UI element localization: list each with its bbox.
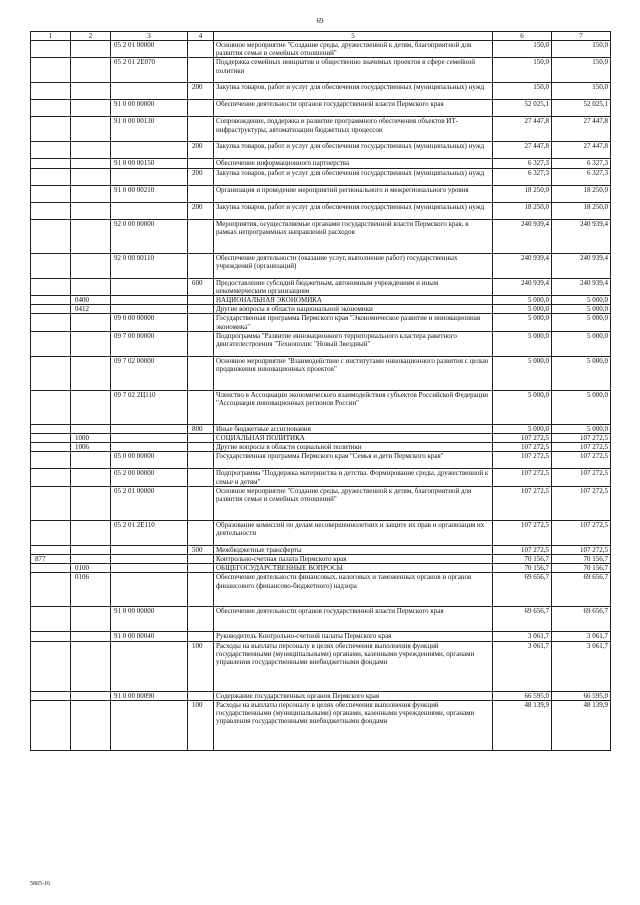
- section-code: [71, 641, 111, 691]
- amount-2018: 18 250,0: [552, 202, 611, 219]
- header-row: [31, 32, 611, 41]
- expense-type: [188, 607, 214, 632]
- amount-2017: 48 139,9: [493, 700, 552, 750]
- expense-type: [188, 443, 214, 452]
- table-row: [31, 278, 611, 295]
- section-code: [71, 469, 111, 486]
- target-article: [111, 296, 188, 305]
- item-name: Основное мероприятие "Взаимодействие с институтами инновационного развития с целью продвижения инновационных проектов": [214, 356, 493, 390]
- dept-code: 877: [31, 555, 71, 564]
- amount-2017: 5 000,0: [493, 296, 552, 305]
- amount-2017: 3 061,7: [493, 632, 552, 641]
- target-article: 05 2 01 00000: [111, 41, 188, 58]
- dept-code: [31, 424, 71, 433]
- section-code: [71, 142, 111, 159]
- section-code: [71, 424, 111, 433]
- header-cell: 3: [111, 32, 188, 41]
- target-article: 09 7 02 2Ц110: [111, 390, 188, 424]
- section-code: 0106: [71, 573, 111, 607]
- item-name: СОЦИАЛЬНАЯ ПОЛИТИКА: [214, 434, 493, 443]
- amount-2017: 5 000,0: [493, 424, 552, 433]
- amount-2018: 107 272,5: [552, 434, 611, 443]
- amount-2018: 107 272,5: [552, 469, 611, 486]
- target-article: [111, 168, 188, 185]
- item-name: НАЦИОНАЛЬНАЯ ЭКОНОМИКА: [214, 296, 493, 305]
- amount-2017: 27 447,8: [493, 142, 552, 159]
- amount-2017: 107 272,5: [493, 434, 552, 443]
- item-name: Закупка товаров, работ и услуг для обеспечения государственных (муниципальных) нужд: [214, 202, 493, 219]
- amount-2017: 107 272,5: [493, 486, 552, 520]
- amount-2018: 107 272,5: [552, 486, 611, 520]
- section-code: [71, 486, 111, 520]
- section-code: [71, 700, 111, 750]
- target-article: [111, 83, 188, 100]
- item-name: Предоставление субсидий бюджетным, автономным учреждениям и иным некоммерческим организациям: [214, 278, 493, 295]
- amount-2018: 3 061,7: [552, 641, 611, 691]
- dept-code: [31, 691, 71, 700]
- section-code: 1000: [71, 434, 111, 443]
- table-row: [31, 641, 611, 691]
- section-code: [71, 331, 111, 356]
- item-name: ОБЩЕГОСУДАРСТВЕННЫЕ ВОПРОСЫ: [214, 564, 493, 573]
- expense-type: [188, 356, 214, 390]
- amount-2018: 150,0: [552, 58, 611, 83]
- table-row: [31, 168, 611, 185]
- amount-2017: 69 656,7: [493, 607, 552, 632]
- table-row: [31, 564, 611, 573]
- dept-code: [31, 443, 71, 452]
- amount-2017: 107 272,5: [493, 443, 552, 452]
- table-row: [31, 253, 611, 278]
- dept-code: [31, 219, 71, 253]
- dept-code: [31, 486, 71, 520]
- item-name: Поддержка семейных инициатив и общественно значимых проектов в сфере семейной политики: [214, 58, 493, 83]
- table-row: [31, 555, 611, 564]
- expense-type: [188, 331, 214, 356]
- amount-2017: 6 327,3: [493, 159, 552, 168]
- dept-code: [31, 331, 71, 356]
- amount-2017: 107 272,5: [493, 545, 552, 554]
- table-row: [31, 159, 611, 168]
- amount-2018: 70 156,7: [552, 564, 611, 573]
- amount-2017: 150,0: [493, 58, 552, 83]
- expense-type: [188, 253, 214, 278]
- amount-2018: 3 061,7: [552, 632, 611, 641]
- expense-type: 200: [188, 168, 214, 185]
- expense-type: [188, 314, 214, 331]
- dept-code: [31, 185, 71, 202]
- expense-type: [188, 390, 214, 424]
- target-article: [111, 424, 188, 433]
- amount-2017: 18 250,0: [493, 202, 552, 219]
- amount-2018: 70 156,7: [552, 555, 611, 564]
- section-code: [71, 314, 111, 331]
- dept-code: [31, 632, 71, 641]
- table-row: [31, 331, 611, 356]
- amount-2017: 5 000,0: [493, 305, 552, 314]
- expense-type: [188, 564, 214, 573]
- amount-2017: 70 156,7: [493, 564, 552, 573]
- target-article: [111, 573, 188, 607]
- target-article: [111, 305, 188, 314]
- table-row: [31, 219, 611, 253]
- item-name: Образование комиссий по делам несовершеннолетних и защите их прав и организация их деятельности: [214, 520, 493, 545]
- dept-code: [31, 117, 71, 142]
- amount-2018: 5 000,0: [552, 314, 611, 331]
- amount-2017: 240 939,4: [493, 253, 552, 278]
- amount-2017: 3 061,7: [493, 641, 552, 691]
- item-name: Обеспечение деятельности органов государственной власти Пермского края: [214, 100, 493, 117]
- amount-2018: 150,0: [552, 83, 611, 100]
- item-name: Государственная программа Пермского края "Семья и дети Пермского края": [214, 452, 493, 469]
- target-article: 09 7 02 00000: [111, 356, 188, 390]
- expense-type: [188, 632, 214, 641]
- dept-code: [31, 100, 71, 117]
- header-cell: 7: [552, 32, 611, 41]
- expense-type: [188, 117, 214, 142]
- amount-2017: 107 272,5: [493, 469, 552, 486]
- target-article: 92 0 00 00110: [111, 253, 188, 278]
- item-name: Обеспечение деятельности финансовых, налоговых и таможенных органов и органов финансового (финансово-бюджетного) надзора: [214, 573, 493, 607]
- expense-type: 200: [188, 202, 214, 219]
- item-name: Основное мероприятие "Создание среды, дружественной к детям, благоприятной для развития семьи и семейных отношений": [214, 41, 493, 58]
- item-name: Подпрограмма "Развитие инновационного территориального кластера ракетного двигателестроения "Технополис "Новый Звездный": [214, 331, 493, 356]
- dept-code: [31, 202, 71, 219]
- table-row: [31, 691, 611, 700]
- amount-2018: 52 025,1: [552, 100, 611, 117]
- dept-code: [31, 253, 71, 278]
- amount-2017: 240 939,4: [493, 219, 552, 253]
- header-cell: 5: [214, 32, 493, 41]
- amount-2018: 48 139,9: [552, 700, 611, 750]
- section-code: 0412: [71, 305, 111, 314]
- amount-2017: 6 327,3: [493, 168, 552, 185]
- dept-code: [31, 564, 71, 573]
- section-code: [71, 390, 111, 424]
- item-name: Мероприятия, осуществляемые органами государственной власти Пермского края, в рамках непрограммных направлений расходов: [214, 219, 493, 253]
- target-article: 05 0 00 00000: [111, 452, 188, 469]
- table-row: [31, 452, 611, 469]
- table-row: [31, 185, 611, 202]
- target-article: 92 0 00 00000: [111, 219, 188, 253]
- dept-code: [31, 58, 71, 83]
- expense-type: [188, 691, 214, 700]
- dept-code: [31, 573, 71, 607]
- header-cell: 6: [493, 32, 552, 41]
- table-row: [31, 443, 611, 452]
- amount-2018: 5 000,0: [552, 356, 611, 390]
- item-name: Сопровождение, поддержка и развитие программного обеспечения объектов ИТ-инфраструктуры, автоматизации бюджетных процессов: [214, 117, 493, 142]
- amount-2017: 27 447,8: [493, 117, 552, 142]
- table-row: [31, 632, 611, 641]
- amount-2017: 150,0: [493, 83, 552, 100]
- dept-code: [31, 545, 71, 554]
- target-article: [111, 443, 188, 452]
- item-name: Закупка товаров, работ и услуг для обеспечения государственных (муниципальных) нужд: [214, 142, 493, 159]
- amount-2018: 27 447,8: [552, 117, 611, 142]
- target-article: [111, 700, 188, 750]
- target-article: 91 0 00 00040: [111, 632, 188, 641]
- amount-2017: 52 025,1: [493, 100, 552, 117]
- item-name: Межбюджетные трансферты: [214, 545, 493, 554]
- target-article: 91 0 00 00130: [111, 117, 188, 142]
- amount-2018: 66 595,0: [552, 691, 611, 700]
- section-code: [71, 253, 111, 278]
- amount-2018: 5 000,0: [552, 305, 611, 314]
- amount-2018: 107 272,5: [552, 545, 611, 554]
- dept-code: [31, 142, 71, 159]
- table-row: [31, 83, 611, 100]
- item-name: Основное мероприятие "Создание среды, дружественной к детям, благоприятной для развития семьи и семейных отношений": [214, 486, 493, 520]
- expense-type: [188, 159, 214, 168]
- header-cell: 1: [31, 32, 71, 41]
- section-code: [71, 632, 111, 641]
- amount-2018: 69 656,7: [552, 573, 611, 607]
- expense-type: 500: [188, 545, 214, 554]
- table-row: [31, 469, 611, 486]
- section-code: [71, 168, 111, 185]
- dept-code: [31, 641, 71, 691]
- section-code: [71, 607, 111, 632]
- page-number: 69: [316, 17, 324, 25]
- table-row: [31, 100, 611, 117]
- expense-type: [188, 434, 214, 443]
- dept-code: [31, 607, 71, 632]
- table-row: [31, 434, 611, 443]
- target-article: [111, 142, 188, 159]
- amount-2018: 27 447,8: [552, 142, 611, 159]
- table-row: [31, 520, 611, 545]
- amount-2018: 240 939,4: [552, 219, 611, 253]
- item-name: Закупка товаров, работ и услуг для обеспечения государственных (муниципальных) нужд: [214, 83, 493, 100]
- dept-code: [31, 469, 71, 486]
- expense-type: [188, 486, 214, 520]
- amount-2017: 5 000,0: [493, 314, 552, 331]
- expense-type: 200: [188, 142, 214, 159]
- amount-2018: 5 000,0: [552, 390, 611, 424]
- table-row: [31, 390, 611, 424]
- dept-code: [31, 41, 71, 58]
- table-row: [31, 314, 611, 331]
- amount-2017: 70 156,7: [493, 555, 552, 564]
- expense-type: [188, 520, 214, 545]
- target-article: [111, 278, 188, 295]
- target-article: 09 7 00 00000: [111, 331, 188, 356]
- section-code: [71, 185, 111, 202]
- item-name: Расходы на выплаты персоналу в целях обеспечения выполнения функций государственными (муниципальными) органами, казенными учреждениями, органами управления государственными внебюджетными фондами: [214, 641, 493, 691]
- target-article: 05 2 01 2Е110: [111, 520, 188, 545]
- expense-type: [188, 41, 214, 58]
- item-name: Другие вопросы в области социальной политики: [214, 443, 493, 452]
- table-row: [31, 58, 611, 83]
- section-code: 0100: [71, 564, 111, 573]
- dept-code: [31, 83, 71, 100]
- expense-type: [188, 555, 214, 564]
- amount-2017: 69 656,7: [493, 573, 552, 607]
- dept-code: [31, 700, 71, 750]
- dept-code: [31, 314, 71, 331]
- table-row: [31, 41, 611, 58]
- item-name: Расходы на выплаты персоналу в целях обеспечения выполнения функций государственными (муниципальными) органами, казенными учреждениями, органами управления государственными внебюджетными фондами: [214, 700, 493, 750]
- table-row: [31, 117, 611, 142]
- item-name: Членство в Ассоциации экономического взаимодействия субъектов Российской Федерации "Ассоциация инновационных регионов России": [214, 390, 493, 424]
- section-code: [71, 545, 111, 554]
- table-row: [31, 607, 611, 632]
- table-row: [31, 356, 611, 390]
- section-code: [71, 83, 111, 100]
- amount-2017: 18 250,0: [493, 185, 552, 202]
- amount-2018: 5 000,0: [552, 424, 611, 433]
- target-article: 05 2 01 2Е070: [111, 58, 188, 83]
- expense-type: [188, 185, 214, 202]
- target-article: 91 0 00 00000: [111, 607, 188, 632]
- amount-2018: 107 272,5: [552, 443, 611, 452]
- dept-code: [31, 356, 71, 390]
- target-article: 05 2 01 00000: [111, 486, 188, 520]
- dept-code: [31, 520, 71, 545]
- target-article: [111, 555, 188, 564]
- amount-2017: 107 272,5: [493, 520, 552, 545]
- expense-type: 100: [188, 641, 214, 691]
- expense-type: 200: [188, 83, 214, 100]
- amount-2018: 5 000,0: [552, 331, 611, 356]
- item-name: Государственная программа Пермского края "Экономическое развитие и инновационная экономика": [214, 314, 493, 331]
- table-row: [31, 305, 611, 314]
- item-name: Закупка товаров, работ и услуг для обеспечения государственных (муниципальных) нужд: [214, 168, 493, 185]
- table-row: [31, 202, 611, 219]
- expense-type: [188, 296, 214, 305]
- table-row: [31, 424, 611, 433]
- table-row: [31, 700, 611, 750]
- document-code: 5865-16: [30, 881, 50, 887]
- expense-type: [188, 452, 214, 469]
- table-row: [31, 296, 611, 305]
- target-article: [111, 641, 188, 691]
- item-name: Иные бюджетные ассигнования: [214, 424, 493, 433]
- target-article: [111, 434, 188, 443]
- section-code: [71, 452, 111, 469]
- target-article: 91 0 00 00090: [111, 691, 188, 700]
- amount-2018: 18 250,0: [552, 185, 611, 202]
- header-cell: 2: [71, 32, 111, 41]
- expense-type: [188, 573, 214, 607]
- amount-2017: 240 939,4: [493, 278, 552, 295]
- section-code: [71, 520, 111, 545]
- amount-2018: 6 327,3: [552, 168, 611, 185]
- dept-code: [31, 452, 71, 469]
- dept-code: [31, 390, 71, 424]
- item-name: Руководитель Контрольно-счетной палаты Пермского края: [214, 632, 493, 641]
- section-code: [71, 58, 111, 83]
- target-article: 09 0 00 00000: [111, 314, 188, 331]
- section-code: [71, 219, 111, 253]
- amount-2018: 150,0: [552, 41, 611, 58]
- expense-type: [188, 469, 214, 486]
- amount-2017: 150,0: [493, 41, 552, 58]
- amount-2017: 107 272,5: [493, 452, 552, 469]
- amount-2018: 5 000,0: [552, 296, 611, 305]
- target-article: 91 0 00 00000: [111, 100, 188, 117]
- amount-2017: 5 000,0: [493, 390, 552, 424]
- section-code: [71, 100, 111, 117]
- expense-type: [188, 100, 214, 117]
- item-name: Контрольно-счетная палата Пермского края: [214, 555, 493, 564]
- target-article: 91 0 00 00150: [111, 159, 188, 168]
- section-code: [71, 202, 111, 219]
- item-name: Обеспечение деятельности (оказание услуг, выполнение работ) государственных учреждений (организаций): [214, 253, 493, 278]
- section-code: [71, 356, 111, 390]
- dept-code: [31, 434, 71, 443]
- dept-code: [31, 278, 71, 295]
- amount-2018: 107 272,5: [552, 520, 611, 545]
- item-name: Обеспечение информационного партнерства: [214, 159, 493, 168]
- item-name: Подпрограмма "Поддержка материнства и детства. Формирование среды, дружественной к семье и детям": [214, 469, 493, 486]
- section-code: [71, 41, 111, 58]
- expense-type: [188, 58, 214, 83]
- item-name: Организация и проведение мероприятий регионального и межрегионального уровня: [214, 185, 493, 202]
- table-row: [31, 545, 611, 554]
- section-code: 1006: [71, 443, 111, 452]
- item-name: Обеспечение деятельности органов государственной власти Пермского края: [214, 607, 493, 632]
- amount-2018: 240 939,4: [552, 278, 611, 295]
- amount-2018: 107 272,5: [552, 452, 611, 469]
- amount-2017: 5 000,0: [493, 331, 552, 356]
- dept-code: [31, 305, 71, 314]
- item-name: Содержание государственных органов Пермского края: [214, 691, 493, 700]
- amount-2018: 69 656,7: [552, 607, 611, 632]
- expense-type: [188, 305, 214, 314]
- amount-2017: 66 595,0: [493, 691, 552, 700]
- expense-type: 600: [188, 278, 214, 295]
- target-article: 05 2 00 00000: [111, 469, 188, 486]
- target-article: 91 0 00 00210: [111, 185, 188, 202]
- section-code: [71, 278, 111, 295]
- header-cell: 4: [188, 32, 214, 41]
- table-row: [31, 573, 611, 607]
- amount-2018: 240 939,4: [552, 253, 611, 278]
- expense-type: [188, 219, 214, 253]
- target-article: [111, 545, 188, 554]
- section-code: 0400: [71, 296, 111, 305]
- target-article: [111, 202, 188, 219]
- section-code: [71, 159, 111, 168]
- budget-table: [30, 31, 611, 751]
- expense-type: 100: [188, 700, 214, 750]
- section-code: [71, 117, 111, 142]
- target-article: [111, 564, 188, 573]
- table-row: [31, 486, 611, 520]
- dept-code: [31, 296, 71, 305]
- expense-type: 800: [188, 424, 214, 433]
- amount-2018: 6 327,3: [552, 159, 611, 168]
- table-row: [31, 142, 611, 159]
- section-code: [71, 691, 111, 700]
- section-code: [71, 555, 111, 564]
- item-name: Другие вопросы в области национальной экономики: [214, 305, 493, 314]
- amount-2017: 5 000,0: [493, 356, 552, 390]
- dept-code: [31, 159, 71, 168]
- dept-code: [31, 168, 71, 185]
